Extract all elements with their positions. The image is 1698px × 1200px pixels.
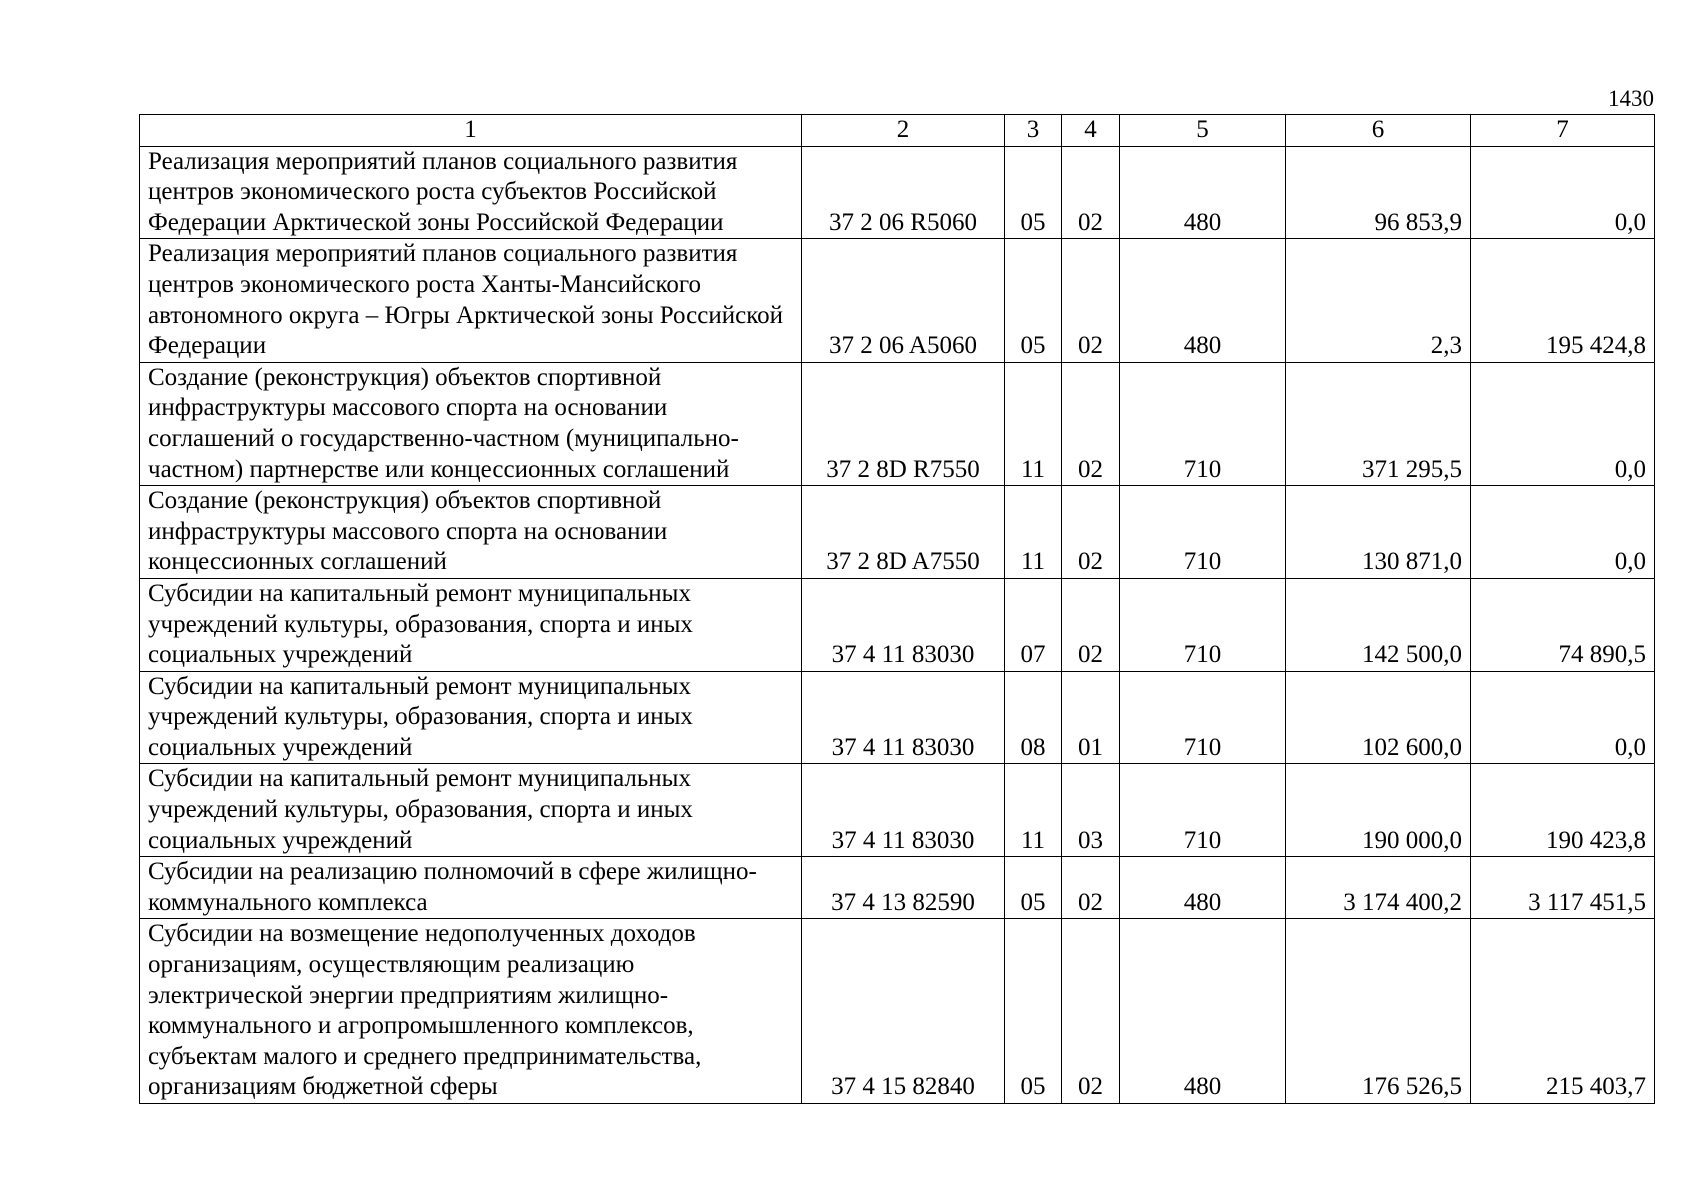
page-number: 1430 (1608, 86, 1654, 111)
row-subsection: 02 (1062, 857, 1120, 919)
row-amount-1: 371 295,5 (1286, 362, 1471, 485)
row-subsection: 02 (1062, 486, 1120, 579)
column-header-3: 3 (1005, 115, 1062, 147)
row-section: 05 (1005, 146, 1062, 239)
row-name: Реализация мероприятий планов социального развития центров экономического роста субъектов Российской Федерации Арктической зоны Российской Федерации (140, 146, 802, 239)
row-subsection: 01 (1062, 671, 1120, 764)
column-header-2: 2 (802, 115, 1005, 147)
row-subsection: 03 (1062, 764, 1120, 857)
row-subsection: 02 (1062, 919, 1120, 1104)
row-subsection: 02 (1062, 578, 1120, 671)
row-code: 37 4 13 82590 (802, 857, 1005, 919)
row-code: 37 4 15 82840 (802, 919, 1005, 1104)
row-amount-2: 195 424,8 (1471, 239, 1655, 362)
row-section: 11 (1005, 486, 1062, 579)
row-amount-2: 0,0 (1471, 146, 1655, 239)
row-amount-2: 3 117 451,5 (1471, 857, 1655, 919)
table-row (140, 578, 1655, 671)
table-row (140, 146, 1655, 239)
row-code: 37 2 8D R7550 (802, 362, 1005, 485)
row-expense-type: 710 (1120, 671, 1286, 764)
table-row (140, 919, 1655, 1104)
row-code: 37 2 8D A7550 (802, 486, 1005, 579)
row-expense-type: 710 (1120, 578, 1286, 671)
row-amount-2: 215 403,7 (1471, 919, 1655, 1104)
row-amount-2: 0,0 (1471, 671, 1655, 764)
row-name: Субсидии на капитальный ремонт муниципальных учреждений культуры, образования, спорта и иных социальных учреждений (140, 671, 802, 764)
row-section: 11 (1005, 362, 1062, 485)
row-amount-1: 190 000,0 (1286, 764, 1471, 857)
column-header-4: 4 (1062, 115, 1120, 147)
table-row (140, 764, 1655, 857)
row-section: 05 (1005, 857, 1062, 919)
row-subsection: 02 (1062, 239, 1120, 362)
row-name: Реализация мероприятий планов социального развития центров экономического роста Ханты-Мансийского автономного округа – Югры Арктической зоны Российской Федерации (140, 239, 802, 362)
row-amount-1: 142 500,0 (1286, 578, 1471, 671)
row-subsection: 02 (1062, 362, 1120, 485)
row-section: 08 (1005, 671, 1062, 764)
row-section: 05 (1005, 919, 1062, 1104)
row-name: Субсидии на капитальный ремонт муниципальных учреждений культуры, образования, спорта и иных социальных учреждений (140, 764, 802, 857)
row-name: Создание (реконструкция) объектов спортивной инфраструктуры массового спорта на основании соглашений о государственно-частном (муниципально-частном) партнерстве или концессионных соглашений (140, 362, 802, 485)
column-header-1: 1 (140, 115, 802, 147)
row-code: 37 2 06 R5060 (802, 146, 1005, 239)
row-amount-2: 0,0 (1471, 362, 1655, 485)
row-expense-type: 710 (1120, 486, 1286, 579)
row-amount-2: 74 890,5 (1471, 578, 1655, 671)
row-section: 07 (1005, 578, 1062, 671)
row-name: Создание (реконструкция) объектов спортивной инфраструктуры массового спорта на основании концессионных соглашений (140, 486, 802, 579)
column-header-6: 6 (1286, 115, 1471, 147)
row-expense-type: 710 (1120, 362, 1286, 485)
row-amount-2: 190 423,8 (1471, 764, 1655, 857)
row-expense-type: 480 (1120, 919, 1286, 1104)
table-row (140, 857, 1655, 919)
row-expense-type: 710 (1120, 764, 1286, 857)
row-name: Субсидии на возмещение недополученных доходов организациям, осуществляющим реализацию электрической энергии предприятиям жилищно-коммунального и агропромышленного комплексов, субъектам малого и среднего предпринимательства, организациям бюджетной сферы (140, 919, 802, 1104)
budget-table (139, 114, 1655, 1104)
table-row (140, 486, 1655, 579)
table-row (140, 671, 1655, 764)
row-expense-type: 480 (1120, 857, 1286, 919)
row-code: 37 4 11 83030 (802, 578, 1005, 671)
row-section: 05 (1005, 239, 1062, 362)
row-amount-1: 176 526,5 (1286, 919, 1471, 1104)
row-amount-1: 130 871,0 (1286, 486, 1471, 579)
table-row (140, 362, 1655, 485)
row-subsection: 02 (1062, 146, 1120, 239)
row-section: 11 (1005, 764, 1062, 857)
row-amount-1: 3 174 400,2 (1286, 857, 1471, 919)
column-header-7: 7 (1471, 115, 1655, 147)
row-code: 37 4 11 83030 (802, 671, 1005, 764)
row-amount-1: 2,3 (1286, 239, 1471, 362)
row-code: 37 4 11 83030 (802, 764, 1005, 857)
row-amount-1: 96 853,9 (1286, 146, 1471, 239)
row-name: Субсидии на реализацию полномочий в сфере жилищно-коммунального комплекса (140, 857, 802, 919)
table-row (140, 239, 1655, 362)
row-expense-type: 480 (1120, 239, 1286, 362)
row-amount-1: 102 600,0 (1286, 671, 1471, 764)
header-row (140, 115, 1655, 147)
column-header-5: 5 (1120, 115, 1286, 147)
row-expense-type: 480 (1120, 146, 1286, 239)
row-amount-2: 0,0 (1471, 486, 1655, 579)
row-code: 37 2 06 A5060 (802, 239, 1005, 362)
row-name: Субсидии на капитальный ремонт муниципальных учреждений культуры, образования, спорта и иных социальных учреждений (140, 578, 802, 671)
